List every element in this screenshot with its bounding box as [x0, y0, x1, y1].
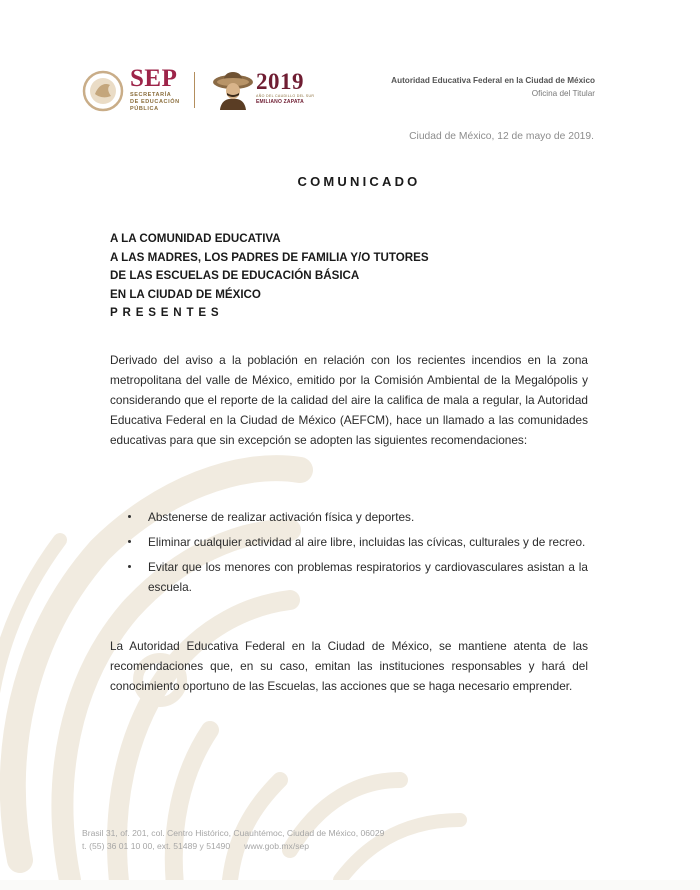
addressee-line: DE LAS ESCUELAS DE EDUCACIÓN BÁSICA: [110, 269, 360, 283]
body-paragraph-intro: Derivado del aviso a la población en relación con los recientes incendios en la zona metropolitana del valle de México, emitido por la Comisión Ambiental de la Megalópolis y considerando que el reporte de la calidad del aire la califica de mala a regular, la Autoridad Educativa Federal en la Ciudad de México (AEFCM), hace un llamado a las comunidades educativas para que sin excepción se adopten las siguientes recomendaciones:: [110, 353, 588, 447]
anniversary-subtitle: AÑO DEL CAUDILLO DEL SUR: [256, 94, 315, 98]
office-name: Oficina del Titular: [531, 89, 595, 98]
sep-subtitle-line2: DE EDUCACIÓN: [130, 99, 180, 105]
addressees: [110, 230, 429, 323]
addressee-presentes: PRESENTES: [110, 306, 224, 320]
recommendation-text: Evitar que los menores con problemas respiratorios y cardiovasculares asistan a la escuela.: [148, 560, 588, 594]
sep-acronym: SEP: [130, 65, 178, 92]
eagle-watermark-icon: [0, 380, 480, 880]
footer: [82, 827, 384, 852]
document-title: COMUNICADO: [297, 174, 421, 189]
addressee-line: A LA COMUNIDAD EDUCATIVA: [110, 232, 281, 245]
mexico-coat-of-arms-icon: [82, 70, 124, 112]
recommendation-item: [128, 507, 588, 527]
bullet-icon: [128, 540, 131, 543]
footer-contact: [82, 840, 384, 853]
header-divider: [194, 72, 195, 108]
anniversary-logo: [256, 70, 314, 105]
sep-subtitle-line1: SECRETARÍA: [130, 92, 172, 98]
page-bottom-edge: [0, 880, 700, 890]
recommendation-text: Abstenerse de realizar activación física y deportes.: [148, 510, 415, 524]
recommendation-item: [128, 557, 588, 597]
addressee-line: A LAS MADRES, LOS PADRES DE FAMILIA Y/O TUTORES: [110, 250, 429, 264]
footer-phone: t. (55) 36 01 10 00, ext. 51489 y 51490: [82, 840, 231, 851]
recommendations-list: [128, 507, 588, 602]
recommendation-item: [128, 532, 588, 552]
emiliano-zapata-portrait-icon: [212, 70, 254, 110]
addressee-line: EN LA CIUDAD DE MÉXICO: [110, 287, 261, 301]
footer-address: Brasil 31, of. 201, col. Centro Histórico, Cuauhtémoc, Ciudad de México, 06029: [82, 828, 385, 838]
anniversary-name: EMILIANO ZAPATA: [256, 99, 304, 105]
bullet-icon: [128, 515, 131, 518]
date-line: Ciudad de México, 12 de mayo de 2019.: [409, 131, 594, 142]
sep-subtitle-line3: PÚBLICA: [130, 106, 159, 112]
sep-logo: [130, 66, 180, 113]
footer-website-link[interactable]: www.gob.mx/sep: [244, 840, 310, 851]
body-paragraph-closing: La Autoridad Educativa Federal en la Ciudad de México, se mantiene atenta de las recomendaciones que, en su caso, emitan las instituciones responsables y hará del conocimiento oportuno de las Escuelas, las acciones que se haga necesario emprender.: [110, 639, 588, 693]
anniversary-year: 2019: [256, 69, 304, 94]
organization-name: Autoridad Educativa Federal en la Ciudad de México: [391, 76, 595, 85]
recommendation-text: Eliminar cualquier actividad al aire libre, incluidas las cívicas, culturales y de recreo.: [148, 535, 586, 549]
bullet-icon: [128, 565, 131, 568]
